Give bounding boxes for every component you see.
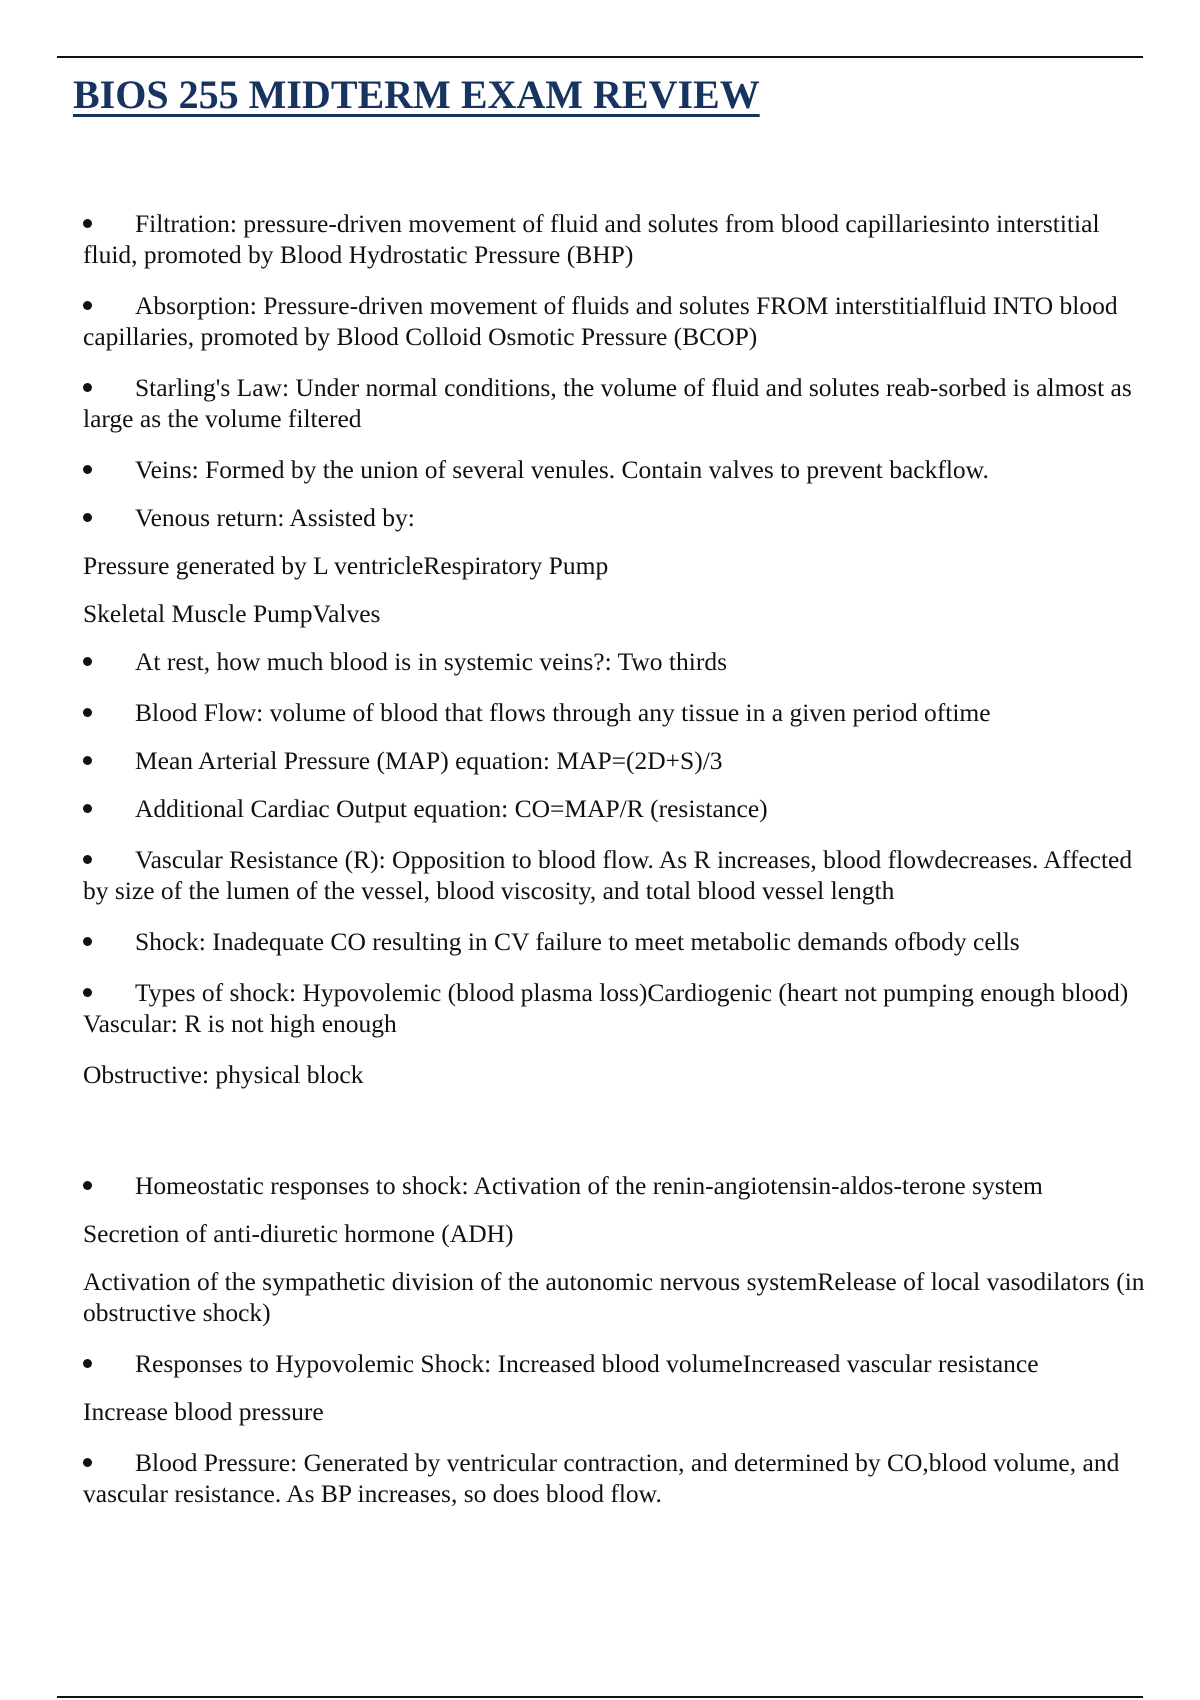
top-rule [57,56,1143,58]
bullet-item [83,793,1153,824]
bullet-icon [83,926,135,957]
bullet-item [83,372,1153,434]
bullet-item [83,977,1153,1039]
bullet-icon [83,1170,135,1201]
bullet-item [83,208,1153,270]
item-text: At rest, how much blood is in systemic veins?: Two thirds [135,647,727,676]
bullet-icon [83,977,135,1008]
text-line: Obstructive: physical block [83,1060,364,1089]
item-text: Responses to Hypovolemic Shock: Increased blood volumeIncreased vascular resistance [135,1349,1039,1378]
item-text: Shock: Inadequate CO resulting in CV failure to meet metabolic demands ofbody cells [135,927,1020,956]
item-text: Vascular Resistance (R): Opposition to blood flow. As R increases, blood flowdecreases. Affected by size of the lumen of the vessel, blood viscosity, and total blood vessel length [83,845,1133,905]
item-text: Mean Arterial Pressure (MAP) equation: MAP=(2D+S)/3 [135,746,723,775]
bullet-icon [83,502,135,533]
bullet-icon [83,844,135,875]
bullet-item [83,745,1153,776]
bullet-item [83,454,1153,485]
item-text: Veins: Formed by the union of several venules. Contain valves to prevent backflow. [135,455,989,484]
review-list [83,208,1153,1509]
bullet-icon [83,454,135,485]
bullet-icon [83,1447,135,1478]
bullet-item [83,1170,1153,1201]
item-text: Blood Flow: volume of blood that flows through any tissue in a given period oftime [135,698,991,727]
bullet-icon [83,745,135,776]
bullet-icon [83,646,135,677]
text-line: Activation of the sympathetic division of the autonomic nervous systemRelease of local vasodilators (in obstructive shock) [83,1267,1145,1327]
bullet-icon [83,1348,135,1379]
bullet-item [83,926,1153,957]
item-text: Additional Cardiac Output equation: CO=MAP/R (resistance) [135,794,768,823]
item-text: Venous return: Assisted by: [135,503,415,532]
bullet-item [83,646,1153,677]
bullet-item [83,290,1153,352]
text-line: Increase blood pressure [83,1397,324,1426]
text-line: Skeletal Muscle PumpValves [83,599,381,628]
text-line: Secretion of anti-diuretic hormone (ADH) [83,1219,514,1248]
item-text: Starling's Law: Under normal conditions, the volume of fluid and solutes reab-sorbed is almost as large as the volume filtered [83,373,1132,433]
bullet-icon [83,372,135,403]
page-title: BIOS 255 MIDTERM EXAM REVIEW [73,72,760,117]
bottom-rule [57,1696,1143,1698]
bullet-item [83,697,1153,728]
item-text: Absorption: Pressure-driven movement of fluids and solutes FROM interstitialfluid INTO blood capillaries, promoted by Blood Colloid Osmotic Pressure (BCOP) [83,291,1118,351]
bullet-item [83,1348,1153,1379]
item-text: Types of shock: Hypovolemic (blood plasma loss)Cardiogenic (heart not pumping enough blood) Vascular: R is not high enough [83,978,1129,1038]
bullet-icon [83,290,135,321]
bullet-icon [83,208,135,239]
bullet-icon [83,793,135,824]
bullet-icon [83,697,135,728]
bullet-item [83,844,1153,906]
item-text: Homeostatic responses to shock: Activation of the renin-angiotensin-aldos-terone system [135,1171,1043,1200]
bullet-item [83,502,1153,533]
item-text: Filtration: pressure-driven movement of fluid and solutes from blood capillariesinto interstitial fluid, promoted by Blood Hydrostatic Pressure (BHP) [83,209,1100,269]
bullet-item [83,1447,1153,1509]
item-text: Blood Pressure: Generated by ventricular contraction, and determined by CO,blood volume, and vascular resistance. As BP increases, so does blood flow. [83,1448,1120,1508]
text-line: Pressure generated by L ventricleRespiratory Pump [83,551,609,580]
